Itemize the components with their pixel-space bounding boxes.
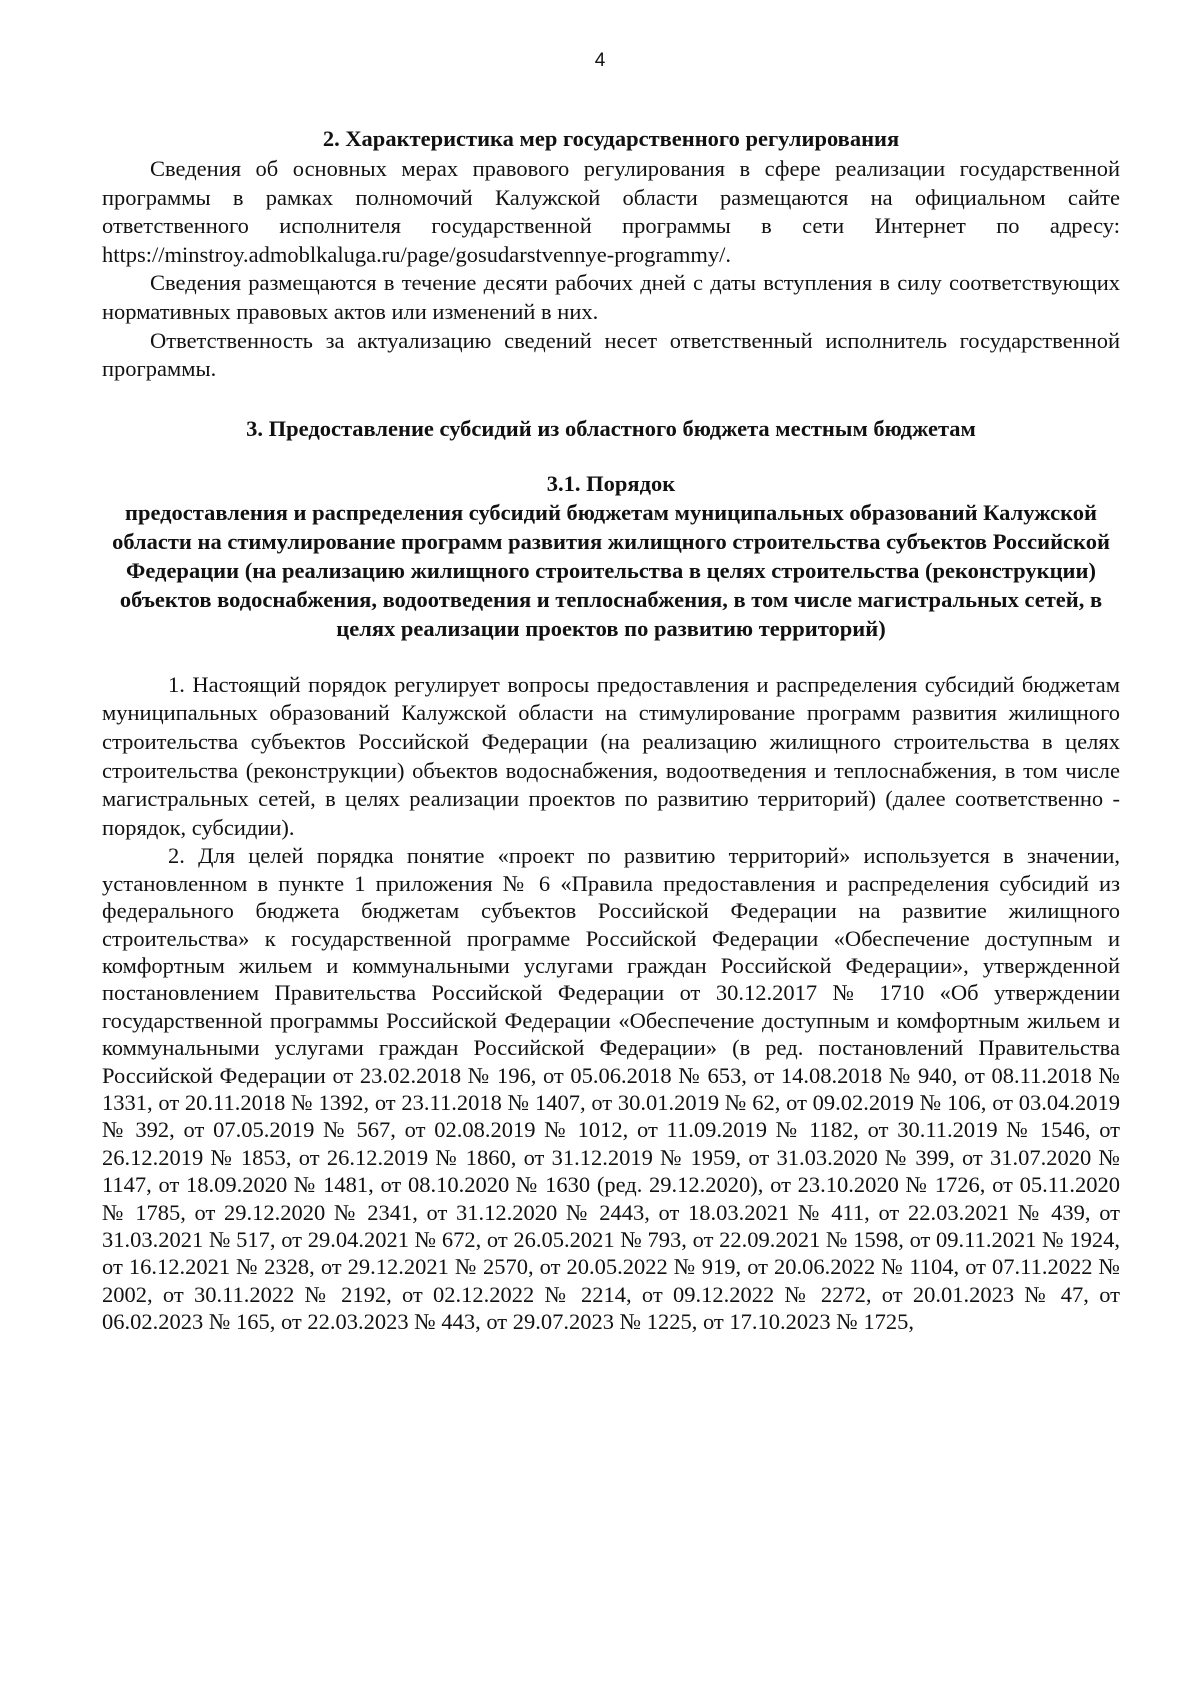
page-number: 4 [594, 50, 606, 71]
subsection-3-1-subtitle: предоставления и распределения субсидий бюджетам муниципальных образований Калужской области на стимулирование программ развития жилищного строительства субъектов Российской Федерации (на реализацию жилищного строительства в целях строительства (реконструкции) объектов водоснабжения, водоотведения и теплоснабжения, в том числе магистральных сетей, в целях реализации проектов по развитию территорий) [112, 499, 1110, 641]
section-3-paragraph-1: 1. Настоящий порядок регулирует вопросы предоставления и распределения субсидий бюджетам муниципальных образований Калужской области на стимулирование программ развития жилищного строительства субъектов Российской Федерации (на реализацию жилищного строительства в целях строительства (реконструкции) объектов водоснабжения, водоотведения и теплоснабжения, в том числе магистральных сетей, в целях реализации проектов по развитию территорий) (далее соответственно - порядок, субсидии). [102, 671, 1120, 840]
section-2-title: 2. Характеристика мер государственного регулирования [322, 126, 900, 151]
section-2-paragraph-3: Ответственность за актуализацию сведений несет ответственный исполнитель государственной программы. [102, 327, 1120, 382]
section-2-paragraph-2: Сведения размещаются в течение десяти рабочих дней с даты вступления в силу соответствующих нормативных правовых актов или изменений в них. [102, 270, 1120, 324]
subsection-3-1-title: 3.1. Порядок [546, 470, 676, 496]
document-body [102, 124, 1120, 1336]
section-2-paragraph-1: Сведения об основных мерах правового регулирования в сфере реализации государственной программы в рамках полномочий Калужской области размещаются на официальном сайте ответственного исполнителя государственной программы в сети Интернет по адресу: https://minstroy.admoblkaluga.ru/page/gosudarstvennye-programmy/. [102, 156, 1120, 267]
section-3-paragraph-2: 2. Для целей порядка понятие «проект по развитию территорий» используется в значении, установленном в пункте 1 приложения № 6 «Правила предоставления и распределения субсидий из федерального бюджета бюджетам субъектов Российской Федерации на развитие жилищного строительства» к государственной программе Российской Федерации «Обеспечение доступным и комфортным жильем и коммунальными услугами граждан Российской Федерации», утвержденной постановлением Правительства Российской Федерации от 30.12.2017 № 1710 «Об утверждении государственной программы Российской Федерации «Обеспечение доступным и комфортным жильем и коммунальными услугами граждан Российской Федерации» (в ред. постановлений Правительства Российской Федерации от 23.02.2018 № 196, от 05.06.2018 № 653, от 14.08.2018 № 940, от 08.11.2018 № 1331, от 20.11.2018 № 1392, от 23.11.2018 № 1407, от 30.01.2019 № 62, от 09.02.2019 № 106, от 03.04.2019 № 392, от 07.05.2019 № 567, от 02.08.2019 № 1012, от 11.09.2019 № 1182, от 30.11.2019 № 1546, от 26.12.2019 № 1853, от 26.12.2019 № 1860, от 31.12.2019 № 1959, от 31.03.2020 № 399, от 31.07.2020 № 1147, от 18.09.2020 № 1481, от 08.10.2020 № 1630 (ред. 29.12.2020), от 23.10.2020 № 1726, от 05.11.2020 № 1785, от 29.12.2020 № 2341, от 31.12.2020 № 2443, от 18.03.2021 № 411, от 22.03.2021 № 439, от 31.03.2021 № 517, от 29.04.2021 № 672, от 26.05.2021 № 793, от 22.09.2021 № 1598, от 09.11.2021 № 1924, от 16.12.2021 № 2328, от 29.12.2021 № 2570, от 20.05.2022 № 919, от 20.06.2022 № 1104, от 07.11.2022 № 2002, от 30.11.2022 № 2192, от 02.12.2022 № 2214, от 09.12.2022 № 2272, от 20.01.2023 № 47, от 06.02.2023 № 165, от 22.03.2023 № 443, от 29.07.2023 № 1225, от 17.10.2023 № 1725, [102, 843, 1120, 1335]
section-3-title: 3. Предоставление субсидий из областного бюджета местным бюджетам [246, 415, 976, 441]
